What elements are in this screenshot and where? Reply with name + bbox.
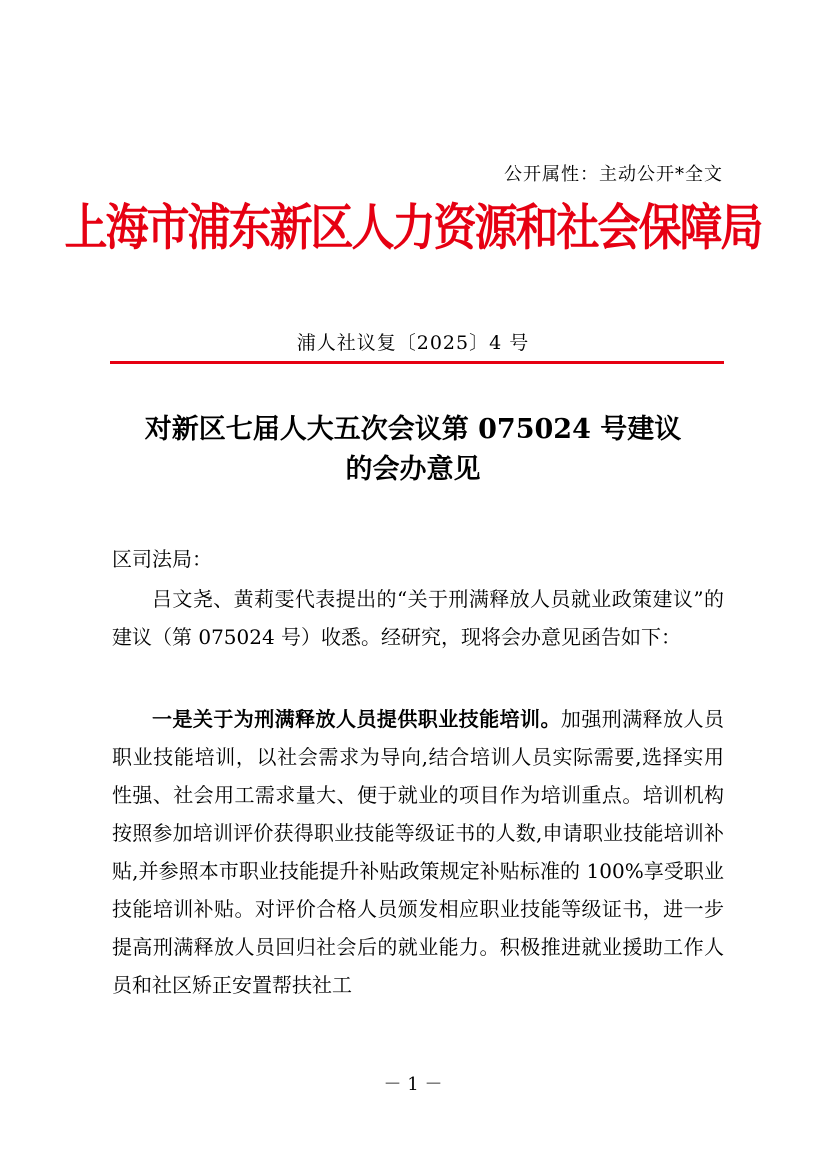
document-number: 浦人社议复〔2025〕4 号 — [296, 332, 530, 354]
document-title — [100, 410, 726, 490]
section-1-body: 加强刑满释放人员职业技能培训，以社会需求为导向,结合培训人员实际需要,选择实用性强、社会用工需求量大、便于就业的项目作为培训重点。培训机构按照参加培训评价获得职业技能等级证书的人数,申请职业技能培训补贴,并参照本市职业技能提升补贴政策规定补贴标准的 100%享受职业技能培训补贴。对评价合格人员颁发相应职业技能等级证书，进一步提高刑满释放人员回归社会后的就业能力。积极推进就业援助工作人员和社区矫正安置帮扶社工 — [112, 707, 725, 997]
section-1-heading: 一是关于为刑满释放人员提供职业技能培训。 — [152, 707, 561, 731]
disclosure-attribute: 公开属性：主动公开*全文 — [504, 164, 723, 185]
addressee: 区司法局： — [112, 547, 212, 571]
intro-paragraph: 吕文尧、黄莉雯代表提出的“关于刑满释放人员就业政策建议”的建议（第 075024 号）收悉。经研究，现将会办意见函告如下： — [112, 587, 724, 649]
title-line-2: 的会办意见 — [345, 454, 481, 485]
page-number: － 1 － — [383, 1074, 443, 1095]
header-divider — [110, 361, 724, 364]
title-line-1: 对新区七届人大五次会议第 075024 号建议 — [144, 414, 682, 445]
organization-header: 上海市浦东新区人力资源和社会保障局 — [64, 199, 762, 258]
section-1-paragraph — [112, 700, 724, 1004]
